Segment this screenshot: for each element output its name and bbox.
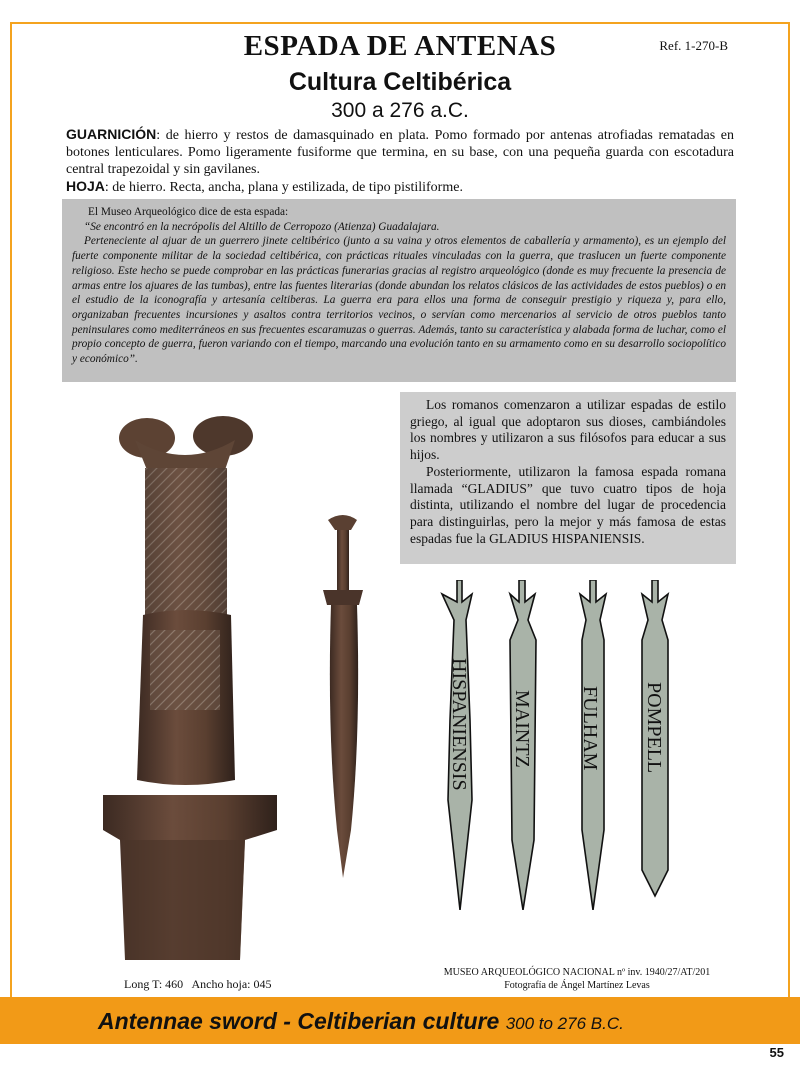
romans-p2: Posteriormente, utilizaron la famosa espada romana llamada “GLADIUS” que tuvo cuatro tipos de hoja distinta, utilizando el nombre del lugar de procedencia para distinguirlas, pero la mejor y más famosa de estas espadas fue la GLADIUS HISPANIENSIS. bbox=[410, 463, 726, 546]
blade-pompell bbox=[642, 580, 668, 896]
description-block bbox=[66, 126, 734, 196]
full-sword bbox=[323, 515, 363, 878]
museum-intro: El Museo Arqueológico dice de esta espada: bbox=[88, 206, 289, 218]
english-date: 300 to 276 B.C. bbox=[505, 1014, 624, 1033]
sword-photo bbox=[95, 400, 395, 960]
page-frame-left bbox=[10, 22, 12, 997]
hoja-label: HOJA bbox=[66, 178, 105, 194]
romans-info-box bbox=[400, 392, 736, 564]
english-title bbox=[98, 1008, 624, 1035]
blade-label-hispaniensis: HISPANIENSIS bbox=[448, 658, 470, 791]
blade-fulham bbox=[579, 580, 606, 910]
museum-quote-p1: “Se encontró en la necrópolis del Altillo de Cerropozo (Atienza) Guadalajara. bbox=[84, 220, 440, 233]
reference-code: Ref. 1-270-B bbox=[659, 38, 728, 53]
hoja-text: : de hierro. Recta, ancha, plana y estilizada, de tipo pistiliforme. bbox=[104, 180, 463, 195]
page-title: ESPADA DE ANTENAS bbox=[243, 30, 557, 62]
blade-label-maintz: MAINTZ bbox=[511, 690, 533, 768]
page-frame-top bbox=[10, 22, 790, 24]
photo-credit: Fotografía de Ángel Martínez Levas bbox=[504, 980, 650, 991]
page-frame-right bbox=[788, 22, 790, 997]
hilt-closeup bbox=[103, 416, 277, 960]
english-title-main: Antennae sword - Celtiberian culture bbox=[98, 1008, 500, 1034]
museum-quote-p2: Perteneciente al ajuar de un guerrero jinete celtibérico (junto a su vaina y otros elementos de caballería y armamento), es un ejemplo del fuerte componente militar de la sociedad celtibérica, con prácticas rituales vinculadas con la guerra, que traslucen un fuerte componente religioso. Este hecho se puede comprobar en las prácticas funerarias gracias al registro arqueológico (donde es muy frecuente la presencia de armas entre los ajuares de las tumbas), entre las fuentes literarias (donde abundan los relatos clásicos de las actividades de estos pueblos) o en el estudio de la iconografía y artesanía celtiberas. La guerra era para ellos una forma de conseguir prestigio y riqueza y, para ello, organizaban frecuentes incursiones y asaltos contra territorios vecinos, o servían como mercenarios al servicio de otros pueblos tanto peninsulares como mediterráneos en sus frecuentes escaramuzas o guerras. Además, tanto su característica y alabada forma de luchar, como el propio concepto de guerra, fueron variando con el tiempo, marcando una evolución tanto en su armamento como en su desarrollo sociopolítico y económico”. bbox=[72, 235, 726, 366]
blade-maintz bbox=[510, 580, 536, 910]
guarnicion-text: : de hierro y restos de damasquinado en plata. Pomo formado por antenas atrofiadas rematadas en botones lenticulares. Pomo ligeramente fusiforme que termina, en su base, con una pequeña guarda con escotadura central trapezoidal y sin gavilanes. bbox=[66, 128, 734, 177]
date-range: 300 a 276 a.C. bbox=[331, 99, 469, 122]
blade-label-pompell: POMPELL bbox=[643, 682, 665, 774]
dimensions-caption: Long T: 460 Ancho hoja: 045 bbox=[124, 977, 272, 991]
gladius-blade-types bbox=[430, 580, 730, 910]
page-number: 55 bbox=[769, 1045, 784, 1060]
romans-p1: Los romanos comenzaron a utilizar espadas de estilo griego, al igual que adoptaron sus dioses, cambiándoles los nombres y utilizaron a sus filósofos para educar a sus hijos. bbox=[410, 397, 726, 463]
page-subtitle: Cultura Celtibérica bbox=[288, 68, 512, 96]
blade-hispaniensis bbox=[442, 580, 472, 910]
museum-quote-box bbox=[62, 199, 736, 382]
museum-inventory-line: MUSEO ARQUEOLÓGICO NACIONAL nº inv. 1940/27/AT/201 bbox=[443, 967, 711, 978]
guarnicion-label: GUARNICIÓN bbox=[66, 126, 157, 142]
blade-label-fulham: FULHAM bbox=[579, 686, 601, 771]
museum-caption bbox=[412, 966, 742, 992]
